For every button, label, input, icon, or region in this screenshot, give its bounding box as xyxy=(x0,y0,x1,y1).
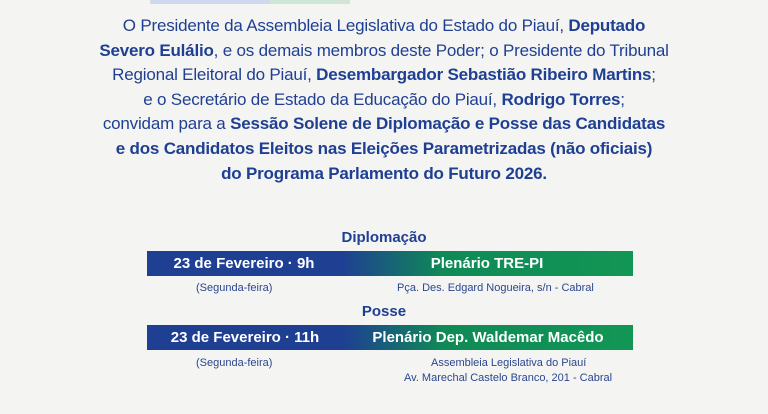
top-decoration xyxy=(0,0,768,12)
invitation-line-7: do Programa Parlamento do Futuro 2026. xyxy=(221,163,547,183)
posse-date: 23 de Fevereiro · 11h xyxy=(147,325,343,350)
top-blue-stripe xyxy=(150,0,270,4)
diplomacao-date: 23 de Fevereiro · 9h xyxy=(147,251,341,276)
invitation-line-6: e dos Candidatos Eleitos nas Eleições Parametrizadas (não oficiais) xyxy=(115,138,653,158)
posse-address-line-1: Assembleia Legislativa do Piauí xyxy=(431,357,587,369)
posse-address-line-2: Av. Marechal Castelo Branco, 201 - Cabral xyxy=(404,372,613,384)
bottom-decoration xyxy=(350,404,590,414)
diplomacao-venue: Plenário TRE-PI xyxy=(341,251,633,276)
invitation-line-3: Regional Eleitoral do Piauí, Desembargador Sebastião Ribeiro Martins; xyxy=(112,65,656,85)
diplomacao-weekday: (Segunda-feira) xyxy=(196,282,273,294)
diplomacao-bar xyxy=(147,251,633,276)
invitation-line-2: Severo Eulálio, e os demais membros deste Poder; o Presidente do Tribunal xyxy=(99,40,669,60)
invitation-line-5: convidam para a Sessão Solene de Diplomação e Posse das Candidatas xyxy=(102,114,666,134)
invitation-text xyxy=(60,14,708,186)
invitation-line-4: e o Secretário de Estado da Educação do Piauí, Rodrigo Torres; xyxy=(143,89,625,109)
diplomacao-title: Diplomação xyxy=(341,229,427,246)
top-green-stripe xyxy=(270,0,350,4)
posse-weekday: (Segunda-feira) xyxy=(196,357,273,369)
invitation-line-1: O Presidente da Assembleia Legislativa do Estado do Piauí, Deputado xyxy=(122,16,646,35)
posse-venue: Plenário Dep. Waldemar Macêdo xyxy=(343,325,633,350)
diplomacao-address: Pça. Des. Edgard Nogueira, s/n - Cabral xyxy=(397,282,594,294)
posse-title: Posse xyxy=(361,303,407,320)
posse-bar xyxy=(147,325,633,350)
